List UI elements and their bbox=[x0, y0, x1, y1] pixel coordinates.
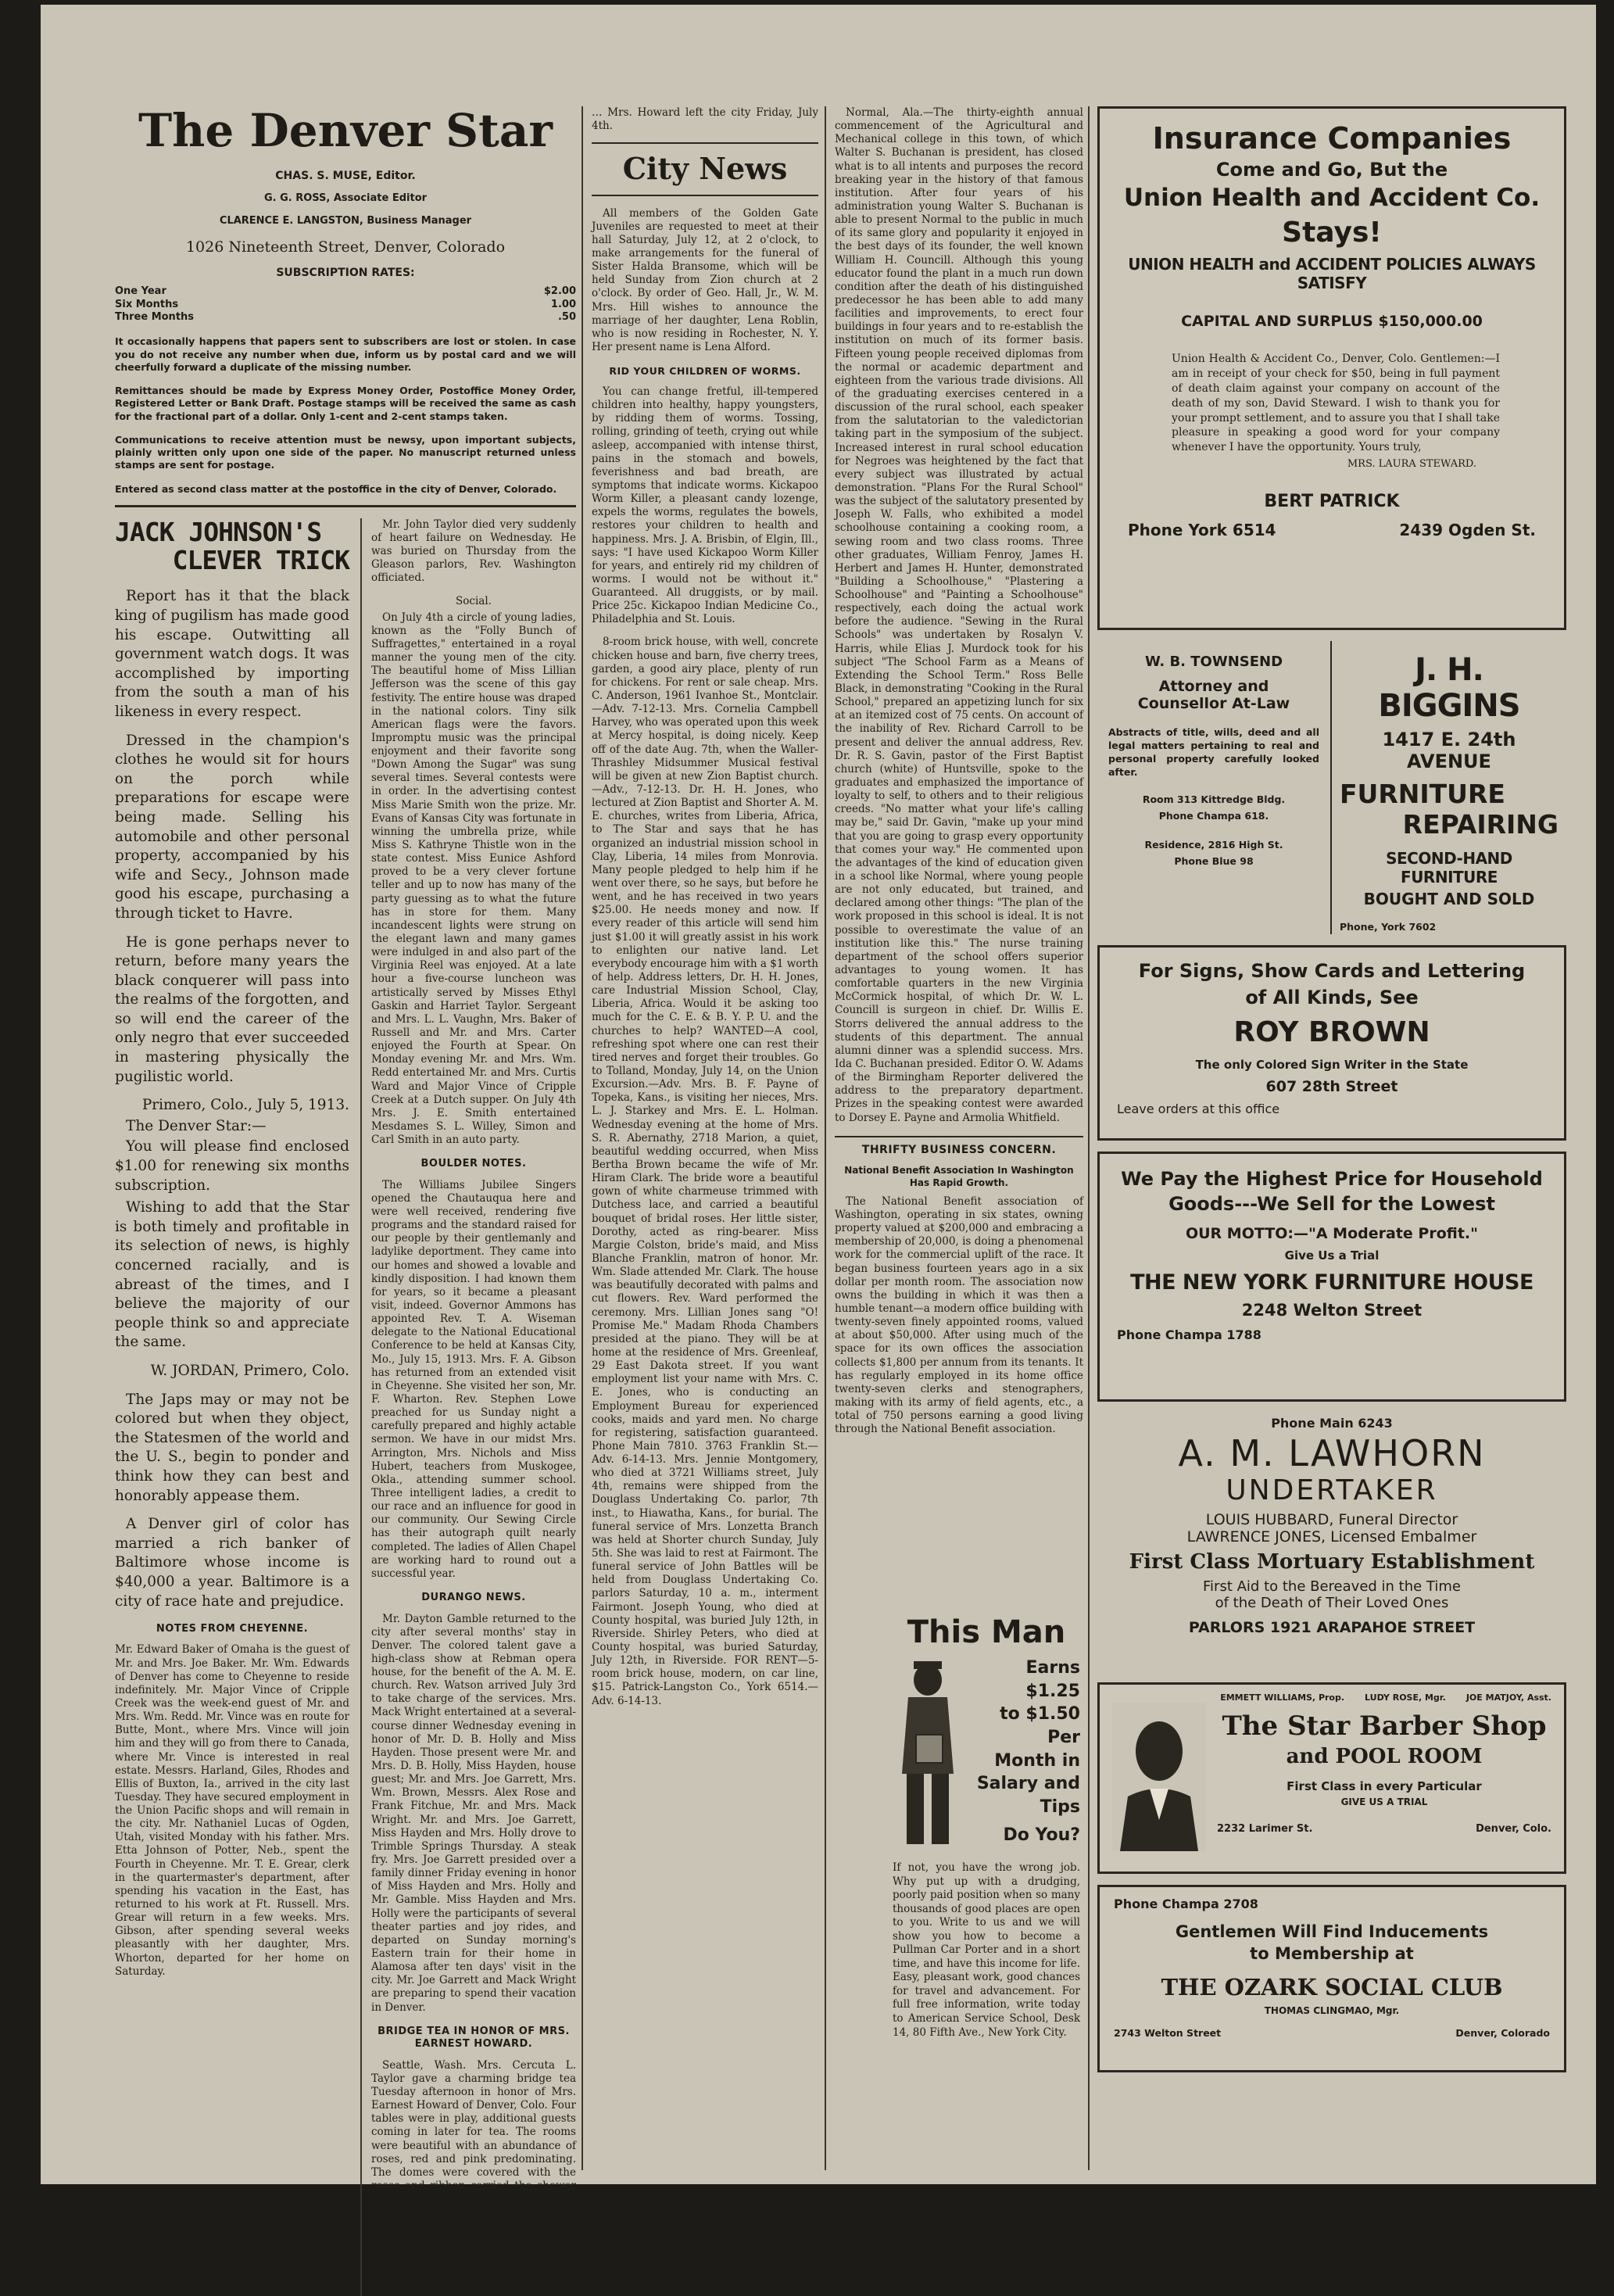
boulder-text: The Williams Jubilee Singers opened the Chautauqua here and were well received, rendering five programs and the standard raised for our people by their gentlemanly and ladylike deportment. They came into our homes and showed a lovable and kindly disposition. I had known them for years, so it became a pleasant visit, indeed. Governor Ammons has appointed Rev. T. A. Wiseman delegate to the National Educational Conference to be held at Kansas City, Mo., July 15, 1913. Mrs. F. A. Gibson has returned from an extended visit in Cheyenne. She visited her son, Mr. F. Wharton. Rev. Stephen Lowe preached for us Sunday night a carefully prepared and highly actable sermon. We have in our midst Mrs. Arrington, Mrs. Nichols and Miss Hubert, teachers from Muskogee, Okla., attending summer school. Three intelligent ladies, a credit to our race and an influence for good in our community. Our Sewing Circle has their autograph quilt nearly completed. The ladies of Allen Chapel are working hard to round out a successful year. bbox=[371, 1178, 576, 1580]
column-rule bbox=[825, 106, 826, 2170]
johnson-paragraph: Report has it that the black king of pugilism has made good his escape. Outwitting all government watch dogs. It was accomplished by importing from the south a man of his likeness in every respect. bbox=[115, 588, 349, 720]
manager-line: CLARENCE E. LANGSTON, Business Manager bbox=[219, 214, 472, 227]
biggins-ad: J. H. BIGGINS 1417 E. 24th AVENUE FURNITURE REPAIRING SECOND-HAND FURNITURE BOUGHT AND SOLD Phone, York 7602 bbox=[1340, 652, 1559, 933]
social-text: On July 4th a circle of young ladies, known as the "Folly Bunch of Suffragettes," entertained in a royal manner the young men of the city. The beautiful home of Miss Lillian Jefferson was the scene of this gay festivity. The entire house was draped in the national colors. Tiny silk American flags were the favors. Impromptu music was the principal enjoyment and their favorite song "Down Among the Sugar" was sung several times. Several contests were in order. In the advertising contest Miss Marie Smith won the prize. Mr. Evans of Kansas City was fortunate in winning the umbrella prize, while Miss S. Kathryne Thistle won in the state contest. Miss Eunice Ashford proved to be a very clever fortune teller and up to now has many of the party guessing as to what the future has in store for them. Many incandescent lights were strung on the elegant lawn and many games were indulged in and also part of the Virginia Reel was enjoyed. At a late hour a five-course luncheon was artistically served by Misses Ethyl Gaskin and Harriet Taylor. Sergeant and Mrs. L. L. Vaughn, Mrs. Baker of Russell and Mr. and Mrs. Carter enjoyed the Fourth at Spear. On Monday evening Mr. and Mrs. Wm. Redd entertained Mr. and Mrs. Curtis Ward and Major Vince of Cripple Creek at a Dutch supper. On July 4th Mrs. J. E. Smith entertained Mesdames S. L. Willey, Simon and Carl Smith in an auto party. bbox=[371, 611, 576, 1147]
johnson-paragraph: Dressed in the champion's clothes he would sit for hours on the porch while preparations for escape were being made. Selling his automobile and other personal property, accompanied by his wife and Secy., Johnson made good his escape, purchasing a through ticket to Havre. bbox=[115, 732, 349, 922]
column-rule bbox=[582, 106, 583, 2170]
ozark-club-ad: Phone Champa 2708 Gentlemen Will Find Inducements to Membership at THE OZARK SOCIAL CLUB THOMAS CLINGMAO, Mgr. 2743 Welton Street Denver, Colorado bbox=[1097, 1885, 1566, 2072]
rate-row: Six Months 1.00 bbox=[115, 298, 576, 310]
notice: Remittances should be made by Express Money Order, Postoffice Money Order, Registered Letter or Bank Draft. Postage stamps will be received the same as cash for the fractional part of a dollar. Only 1-cent and 2-cent stamps taken. bbox=[115, 385, 576, 422]
normal-text: Normal, Ala.—The thirty-eighth annual commencement of the Agricultural and Mechanical college in this town, of which Walter S. Buchanan is president, has closed what is to all intents and purposes the record breaking year in the history of that famous institution. After four years of his administration young Walter S. Buchanan is able to present Normal to the public in much of its same glory and popularity it enjoyed in the best days of its founder, the well known William H. Councill. Although this young educator found the plant in a much run down condition after the death of his distinguished predecessor he has been able to add many facilities and improvements, to erect four buildings in four years and to re-establish the institution on much of its former basis. Fifteen young people received diplomas from the normal or academic department and eighteen from the various trade divisions. All of the graduating exercises centered in a discussion of the rural school, each speaker from the salutatorian to the valedictorian taking part in the symposium of the subject. Increased interest in rural school education for Negroes was heightened by the fact that every subject was illustrated by actual demonstration. "Plans For the Rural School" was the subject of the salutatory presented by Joseph W. Falls, who exhibited a model schoolhouse containing a cooking room, a sewing room and two class rooms. Three other graduates, William Fenroy, James H. Herbert and James H. Hunter, demonstrated "Building a Schoolhouse," "Plastering a Schoolhouse" and "Painting a Schoolhouse" respectively, each doing the actual work before the audience. "Sewing in the Rural Schools" was undertaken by Rosalyn V. Harris, while Elias J. Murdock took for his subject "The School Farm as a Means of Extending the School Term." Ross Belle Black, in demonstrating "Cooking in the Rural School," prepared an appetizing lunch for six at an itemized cost of 75 cents. On account of the inability of Rev. Richard Carroll to be present and deliver the annual address, Rev. Dr. R. S. Gavin, pastor of the First Baptist church (white) of Huntsville, spoke to the graduates and emphasized the importance of loyalty to self, to others and to their religious creeds. "No matter what your life's calling may be," said Dr. Gavin, "make up your mind that you are going to grasp every opportunity that comes your way." He commented upon the advantages of the kind of education given in a school like Normal, where young people are not only educated, but trained, and declared among other things: "The plan of the work proposed in this school is ideal. It is not possible to overestimate the value of an institution like this." The nurse training department of the school offers superior advantages to young women. It has comfortable quarters in the new Virginia McCormick hospital, of which Dr. W. L. Councill is surgeon in chief. Dr. Willis E. Storrs delivered the annual address to the students of this department. The annual alumni dinner was a splendid success. Mrs. Ida C. Buchanan presided. Editor O. W. Adams of the Birmingham Reporter delivered the address to the preparatory department. Prizes in the speaking contest were awarded to Dorsey E. Payne and Armolia Whitfield. bbox=[835, 106, 1083, 1124]
newspaper-page bbox=[41, 5, 1596, 2286]
pullman-ad-body: If not, you have the wrong job. Why put up with a drudging, poorly paid position when so many thousands of good places are open to you. Write to us and we will show you how to become a Pullman Car Porter and in a short time, and have this income for life. Easy, pleasant work, good chances for travel and advancement. For full free information, write today to American Service School, Desk 14, 80 Fifth Ave., New York City. bbox=[893, 1861, 1080, 2039]
column-rule bbox=[1088, 106, 1090, 2170]
letter-place: Primero, Colo., July 5, 1913. bbox=[141, 1097, 349, 1114]
thrifty-heading: THRIFTY BUSINESS CONCERN. bbox=[835, 1136, 1083, 1158]
japs-paragraph: The Japs may or may not be colored but when they object, the Statesmen of the world and the U. S., begin to ponder and think how they can best and honorably appease them. bbox=[115, 1391, 349, 1504]
pullman-ad bbox=[893, 1603, 1080, 2166]
durango-heading: DURANGO NEWS. bbox=[421, 1592, 526, 1603]
social-heading: Social. bbox=[456, 594, 492, 607]
porter-illustration bbox=[893, 1657, 963, 1852]
johnson-headline-2: CLEVER TRICK bbox=[172, 545, 349, 576]
star-barber-shop-ad: EMMETT WILLIAMS, Prop. LUDY ROSE, Mgr. JOE MATJOY, Asst. The Star Barber Shop and POOL ROOM First Class in every Particular GIVE US A TRIAL 2232 Larimer St. Denver, Colo. bbox=[1097, 1682, 1566, 1874]
bridge-text: Seattle, Wash. Mrs. Cercuta L. Taylor gave a charming bridge tea Tuesday afternoon in honor of Mrs. Earnest Howard of Denver, Colo. Four tables were in play, additional guests coming in later for tea. The rooms were beautiful with an abundance of roses, red and pink predominating. The domes were covered with the roses and ribbon carried the shower dome to the centerpiece and scattered buds over the table. Mrs. John Fort and Mrs. Wm. Wilson presided over the tea urns. Mrs. Howard left the city Friday, July 4th, on the steamship President, for Frisco, Calif. bbox=[371, 2058, 576, 2286]
johnson-column bbox=[115, 518, 349, 2296]
notice: Entered as second class matter at the postoffice in the city of Denver, Colorado. bbox=[115, 482, 557, 495]
furniture-house-ad: We Pay the Highest Price for Household Goods---We Sell for the Lowest OUR MOTTO:—"A Moderate Profit." Give Us a Trial THE NEW YORK FURNITURE HOUSE 2248 Welton Street Phone Champa 1788 bbox=[1097, 1152, 1566, 1402]
city-news-rest: 8-room brick house, with well, concrete chicken house and barn, five cherry trees, garden, a good airy place, plenty of run for chickens. For rent or sale cheap. Mrs. C. Anderson, 1961 Ivanhoe St., Montclair.—Adv. 7-12-13. Mrs. Cornelia Campbell Harvey, who was operated upon this week at Mercy hospital, is doing nicely. Keep off of the date Aug. 7th, when the Waller-Thrashley Midsummer Musical festival will be given at new Zion Baptist church.—Adv., 7-12-13. Dr. H. H. Jones, who lectured at Zion Baptist and Shorter A. M. E. churches, writes from Liberia, Africa, to The Star and says that he has organized an industrial mission school in Clay, Liberia, 14 miles from Monrovia. Many people pledged to help him if he went over there, so he says, but before he went, and he has received in two years $25.00. He needs money and now. If every reader of this article will send him just $1.00 it will greatly assist in his work to enlighten our native land. Let everybody encourage him with a $1 worth of help. Address letters, Dr. H. H. Jones, care Industrial Mission School, Clay, Liberia, Africa. Would it be asking too much for the C. E. & B. Y. P. U. and the churches to help? WANTED—A cool, refreshing spot where one can rest their tired nerves and forget their troubles. Go to Tolland, Monday, July 14, on the Union Excursion.—Adv. Mrs. B. F. Payne of Topeka, Kans., is visiting her nieces, Mrs. L. J. Starkey and Mrs. E. L. Holman. Wednesday evening at the home of Mrs. S. R. Abernathy, 2718 Marion, a quiet, beautiful wedding occurred, when Miss Bertha Brown became the wife of Mr. Hiram Clark. The bride wore a beautiful gown of white charmeuse trimmed with Dutchess lace, and carried a beautiful bouquet of bridal roses. Her little sister, Dorothy, acted as ring-bearer. Miss Margie Colston, bride's maid, and Miss Blanche Franklin, matron of honor. Mr. Wm. Slade attended Mr. Clark. The house was beautifully decorated with palms and cut flowers. Rev. Ward performed the ceremony. Mrs. Lillian Jones sang "O! Promise Me." Madam Rhoda Chambers presided at the piano. They will be at home at the residence of Mrs. Greenleaf, 29 East Dakota street. If you want employment list your name with Mrs. C. E. Jones, who is conducting an Employment Bureau for experienced cooks, maids and yard men. No charge for registering, satisfaction guaranteed. Phone Main 7810. 3763 Franklin St.—Adv. 6-14-13. Mrs. Jennie Montgomery, who died at 3721 Williams street, July 4th, remains were shipped from the Douglass Undertaking Co. parlor, 7th inst., to Hiawatha, Kans., for burial. The funeral service of Mrs. Lonzetta Branch was held at Shorter church Sunday, July 5th. She was laid to rest at Fairmont. The funeral service of John Battles will be held from Douglass Undertaking Co. parlors Saturday, 10 a. m., interment Fairmont. Joseph Young, who died at County hospital, was buried July 12th, in Riverside. Shirley Peters, who died at County hospital, was buried Saturday, July 12th, in Riverside. FOR RENT—5-room brick house, modern, on car line, $15. Patrick-Langston Co., York 6514.—Adv. 6-14-13. bbox=[592, 636, 818, 1707]
taylor-paragraph: Mr. John Taylor died very suddenly of heart failure on Wednesday. He was buried on Thursday from the Gleason parlors, Rev. Washington officiated. bbox=[371, 518, 576, 585]
city-news-text: All members of the Golden Gate Juveniles are requested to meet at their hall Saturday, July 12, at 2 o'clock, to make arrangements for the funeral of Sister Halda Bransome, which will be held Sunday from Zion church at 2 o'clock. By order of Geo. Hall, Jr., W. M. Mrs. Hill wishes to announce the marriage of her daughter, Lena Roblin, who is now residing in Rochester, N. Y. Her present name is Lena Alford. bbox=[592, 206, 818, 353]
pullman-ad-headline: Earns $1.25 to $1.50 Per Month in Salary and Tips Do You? bbox=[976, 1658, 1080, 1845]
boulder-heading: BOULDER NOTES. bbox=[420, 1158, 527, 1170]
rate-row: One Year $2.00 bbox=[115, 285, 576, 297]
notice: It occasionally happens that papers sent to subscribers are lost or stolen. In case you do not receive any number when due, inform us by postal card and we will cheerfully forward a duplicate of the missing number. bbox=[115, 335, 576, 373]
column-2 bbox=[592, 106, 818, 2170]
associate-line: G. G. ROSS, Associate Editor bbox=[263, 192, 428, 204]
bridge-heading: BRIDGE TEA IN HONOR OF MRS. EARNEST HOWARD. bbox=[378, 2025, 570, 2051]
roy-brown-ad: For Signs, Show Cards and Lettering of All Kinds, See ROY BROWN The only Colored Sign Writer in the State 607 28th Street Leave orders at this office bbox=[1097, 945, 1566, 1141]
johnson-paragraph: He is gone perhaps never to return, before many years the black conquerer will pass into the realms of the forgotten, and so will end the career of the only negro that ever succeeded in mastering physically the pugilistic world. bbox=[115, 933, 349, 1085]
notice: Communications to receive attention must be newsy, upon important subjects, plainly written only upon one side of the paper. No manuscript returned unless stamps are sent for postage. bbox=[115, 433, 576, 471]
lawhorn-ad: Phone Main 6243 A. M. LAWHORN UNDERTAKER LOUIS HUBBARD, Funeral Director LAWRENCE JONES, Licensed Embalmer First Class Mortuary Establishment First Aid to the Bereaved in the Time of the Death of Their Loved Ones PARLORS 1921 ARAPAHOE STREET bbox=[1129, 1416, 1535, 1636]
masthead bbox=[115, 106, 576, 507]
rate-row: Three Months .50 bbox=[115, 311, 576, 324]
girl-paragraph: A Denver girl of color has married a rich banker of Baltimore whose income is $40,000 a year. Baltimore is a city of race hate and prejudice. bbox=[115, 1516, 349, 1610]
man-portrait-icon bbox=[1112, 1703, 1206, 1851]
ads-column bbox=[1097, 106, 1566, 2170]
porter-figure-icon bbox=[893, 1657, 963, 1852]
editor-line: CHAS. S. MUSE, Editor. bbox=[275, 169, 416, 182]
johnson-headline-1: JACK JOHNSON'S bbox=[115, 516, 322, 547]
letter-to: The Denver Star:— bbox=[126, 1117, 267, 1134]
worms-heading: RID YOUR CHILDREN OF WORMS. bbox=[609, 365, 801, 378]
bridge-continued: … Mrs. Howard left the city Friday, July 4th. bbox=[592, 106, 818, 133]
townsend-biggins-row bbox=[1097, 641, 1566, 934]
col2-left bbox=[360, 518, 576, 2296]
worms-text: You can change fretful, ill-tempered children into healthy, happy youngsters, by ridding them of worms. Tossing, rolling, grinding of teeth, crying out while asleep, accompanied with intense thirst, pains in the stomach and bowels, feverishness and bad breath, are symptoms that indicate worms. Kickapoo Worm Killer, a pleasant candy lozenge, expels the worms, regulates the bowels, restores your children to health and happiness. Mrs. J. A. Brisbin, of Elgin, Ill., says: "I have used Kickapoo Worm Killer for years, and entirely rid my children of worms. I would not be without it." Guaranteed. All druggists, or by mail. Price 25c. Kickapoo Indian Medicine Co., Philadelphia and St. Louis. bbox=[592, 385, 818, 626]
rates-table bbox=[115, 285, 576, 325]
thrifty-text: The National Benefit association of Washington, operating in six states, owning property valued at $200,000 and embracing a membership of 20,000, is doing a phenomenal work for the commercial uplift of the race. It began business fourteen years ago in a six dollar per month room. The association now owns the building in which it was then a humble tenant—a modern office building with twenty-seven finely appointed rooms, valued at about $50,000. After using much of the space for its own offices the association collects $1,800 per annum from its tenants. It has regularly employed in its home office twenty-seven clerks and stenographers, making with its army of field agents, etc., a total of 750 persons earning a good living through the National Benefit association. bbox=[835, 1195, 1083, 1436]
letter-paragraph: Wishing to add that the Star is both timely and profitable in its selection of news, is highly concerned racially, and is abreast of the times, and I believe the majority of our people think so and appreciate the same. bbox=[115, 1199, 349, 1351]
townsend-ad: W. B. TOWNSEND Attorney and Counsellor At-Law Abstracts of title, wills, deed and all legal matters pertaining to real and personal property carefully looked after. Room 313 Kittredge Bldg. Phone Champa 618. Residence, 2816 High St. Phone Blue 98 bbox=[1097, 641, 1332, 934]
thrifty-subheading: National Benefit Association In Washington Has Rapid Growth. bbox=[844, 1165, 1074, 1188]
city-news-heading: City News bbox=[592, 142, 818, 195]
cheyenne-heading: NOTES FROM CHEYENNE. bbox=[156, 1623, 309, 1635]
column-1 bbox=[115, 104, 576, 2286]
pullman-ad-title: This Man bbox=[907, 1614, 1066, 1650]
rates-heading: SUBSCRIPTION RATES: bbox=[276, 267, 415, 280]
cheyenne-text: Mr. Edward Baker of Omaha is the guest of Mr. and Mrs. Joe Baker. Mr. Wm. Edwards of Denver has come to Cheyenne to reside indefinitely. Mr. Major Vince of Cripple Creek was the week-end guest of Mr. and Mrs. Wm. Redd. Mr. Vince was en route for Butte, Mont., where Mrs. Vince will join him and they will go from there to Canada, where Mr. Vince is interested in real estate. Messrs. Harland, Giles, Rhodes and Ellis of Buxton, Ia., arrived in the city last Tuesday. They have secured employment in the Union Pacific shops and will remain in the city. Mr. Nathaniel Lucas of Ogden, Utah, visited Monday with his father. Mrs. Etta Johnson of Potter, Neb., spent the Fourth in Cheyenne. Mr. T. E. Grear, clerk in the quartermaster's department, after spending his vacation in the East, has returned to his work at Ft. Russell. Mrs. Grear will return in a few weeks. Mrs. Gibson, after spending several weeks pleasantly with her daughter, Mrs. Whorton, departed for her home on Saturday. bbox=[115, 1643, 349, 1978]
insurance-ad: Insurance Companies Come and Go, But the Union Health and Accident Co. Stays! UNION HEALTH and ACCIDENT POLICIES ALWAYS SATISFY CAPITAL AND SURPLUS $150,000.00 Union Health & Accident Co., Denver, Colo. Gentlemen:—I am in receipt of your check for $50, being in full payment of death claim against your company on account of the death of my son, David Steward. I wish to thank you for your prompt settlement, and to assure you that I shall take pleasure in speaking a good word for your company whenever I have the opportunity. Yours truly, MRS. LAURA STEWARD. BERT PATRICK Phone York 6514 2439 Ogden St. bbox=[1097, 106, 1566, 630]
address-line: 1026 Nineteenth Street, Denver, Colorado bbox=[185, 238, 506, 256]
masthead-title: The Denver Star bbox=[138, 104, 553, 157]
letter-paragraph: You will please find enclosed $1.00 for renewing six months subscription. bbox=[115, 1138, 349, 1194]
letter-signature: W. JORDAN, Primero, Colo. bbox=[150, 1362, 349, 1379]
durango-text: Mr. Dayton Gamble returned to the city after several months' stay in Denver. The colored talent gave a high-class show at Rebman opera house, for the benefit of the A. M. E. church. Rev. Watson arrived July 3rd to take charge of the services. Mrs. Mack Wright entertained at a several-course dinner Wednesday evening in honor of Mr. D. B. Holly and Miss Hayden. Those present were Mr. and Mrs. D. B. Holly, Miss Hayden, house guest; Mr. and Mrs. Joe Garrett, Mrs. Wm. Brown, Messrs. Alex Rose and Frank Fitchue, Mr. and Mrs. Mack Wright. Mr. and Mrs. Joe Garrett, Miss Hayden and Mrs. Holly drove to Trimble Springs Thursday. A steak fry. Mrs. Joe Garrett presided over a family dinner Friday evening in honor of Miss Hayden and Mrs. Holly and Mr. Gamble. Miss Hayden and Mrs. Holly were the participants of several theater parties and joy rides, and departed on Sunday morning's Eastern train for their home in Alamosa after ten days' visit in the city. Mr. Joe Garrett and Mack Wright are preparing to spend their vacation in Denver. bbox=[371, 1612, 576, 2014]
barber-portrait bbox=[1112, 1703, 1206, 1851]
